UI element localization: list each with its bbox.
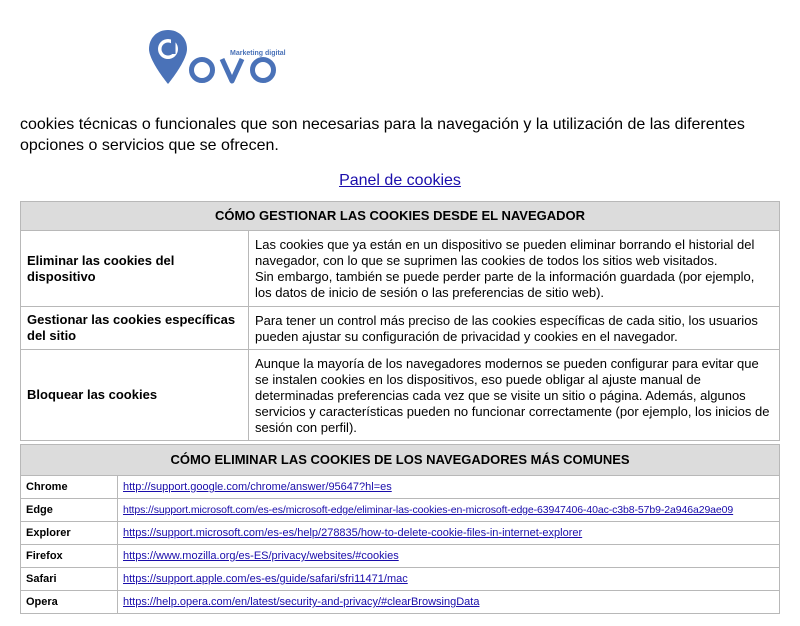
browser-help-link[interactable]: https://support.microsoft.com/es-es/help/278835/how-to-delete-cookie-files-in-internet-explorer — [123, 527, 583, 539]
panel-cookies-link[interactable]: Panel de cookies — [339, 172, 461, 189]
browser-name: Opera — [21, 591, 118, 614]
browser-name: Chrome — [21, 476, 118, 499]
browser-help-link[interactable]: http://support.google.com/chrome/answer/95647?hl=es — [123, 481, 392, 493]
browser-help-link[interactable]: https://www.mozilla.org/es-ES/privacy/websites/#cookies — [123, 550, 399, 562]
table-row — [21, 350, 780, 441]
manage-table-header: CÓMO GESTIONAR LAS COOKIES DESDE EL NAVEGADOR — [21, 202, 780, 231]
table-row — [21, 568, 780, 591]
row-label: Gestionar las cookies específicas del sitio — [21, 307, 249, 350]
browser-name: Edge — [21, 499, 118, 522]
browser-name: Explorer — [21, 522, 118, 545]
table-row — [21, 522, 780, 545]
row-label: Eliminar las cookies del dispositivo — [21, 231, 249, 307]
table-row — [21, 307, 780, 350]
intro-text: cookies técnicas o funcionales que son necesarias para la navegación y la utilización de las diferentes opciones o servicios que se ofrecen. — [20, 116, 745, 154]
table-row — [21, 591, 780, 614]
manage-cookies-table — [20, 201, 780, 441]
row-description: Para tener un control más preciso de las cookies específicas de cada sitio, los usuarios pueden ajustar su configuración de privacidad y cookies en el navegador. — [249, 307, 780, 350]
table-row — [21, 499, 780, 522]
browser-help-link[interactable]: https://support.apple.com/es-es/guide/safari/sfri11471/mac — [123, 573, 408, 585]
table-row — [21, 545, 780, 568]
row-label: Bloquear las cookies — [21, 350, 249, 441]
browser-name: Firefox — [21, 545, 118, 568]
browsers-table — [20, 444, 780, 614]
logo-tagline: Marketing digital — [230, 50, 286, 57]
browser-name: Safari — [21, 568, 118, 591]
table-row — [21, 231, 780, 307]
browser-help-link[interactable]: https://help.opera.com/en/latest/security-and-privacy/#clearBrowsingData — [123, 596, 480, 608]
browser-help-link[interactable]: https://support.microsoft.com/es-es/microsoft-edge/eliminar-las-cookies-en-microsoft-edge-63947406-40ac-c3b8-57b9-2a946a29ae09 — [123, 504, 734, 516]
dovo-logo[interactable] — [148, 28, 293, 90]
table-row — [21, 476, 780, 499]
row-description: Las cookies que ya están en un dispositivo se pueden eliminar borrando el historial del navegador, con lo que se suprimen las cookies de todos los sitios web visitados. Sin embargo, también se puede perder parte de la información guardada (por ejemplo, los datos de inicio de sesión o las preferencias de sitio web). — [249, 231, 780, 307]
row-description: Aunque la mayoría de los navegadores modernos se pueden configurar para evitar que se instalen cookies en los dispositivos, eso puede obligar al ajuste manual de determinadas preferencias cada vez que se visite un sitio o página. Además, algunos servicios y características pueden no funcionar correctamente (por ejemplo, los inicios de sesión con perfil). — [249, 350, 780, 441]
browsers-table-header: CÓMO ELIMINAR LAS COOKIES DE LOS NAVEGADORES MÁS COMUNES — [21, 445, 780, 476]
